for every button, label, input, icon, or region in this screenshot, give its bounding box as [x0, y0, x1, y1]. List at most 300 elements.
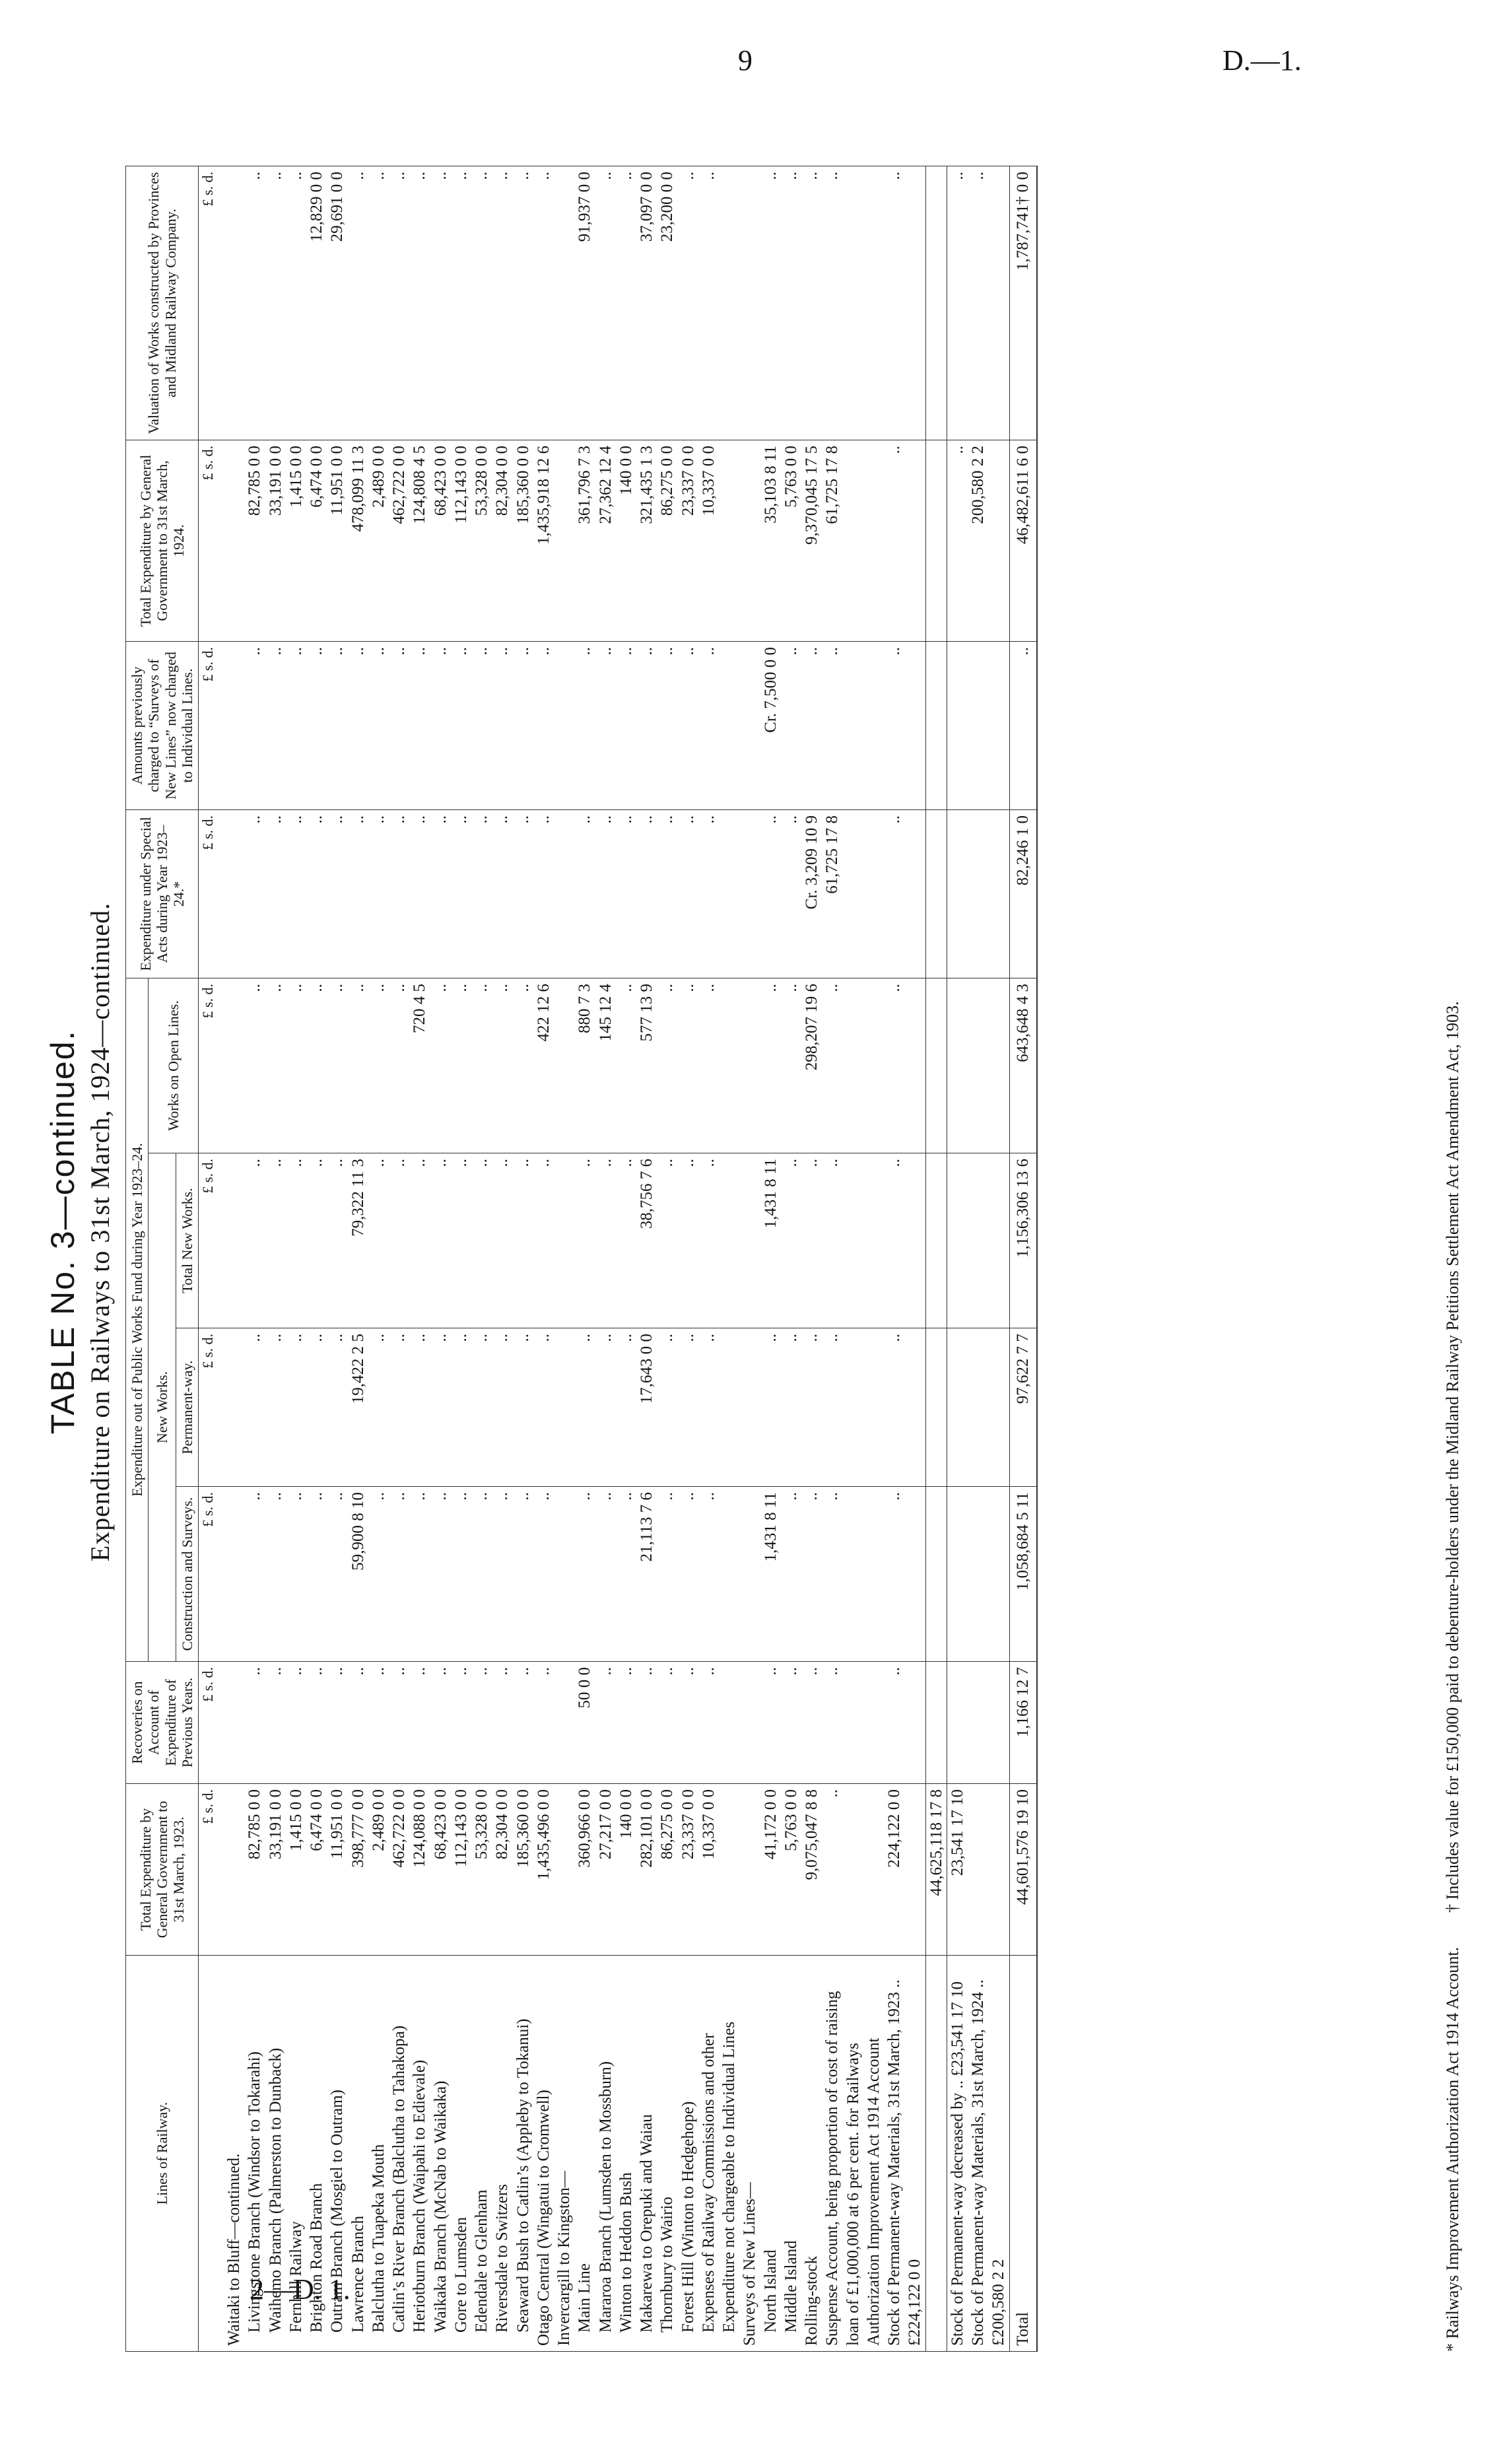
cell-c8: .. [306, 641, 327, 809]
cell-c2 [739, 1662, 760, 1784]
cell-c10 [218, 166, 244, 440]
cell-c7: .. [533, 809, 554, 978]
cell-c3: 1,058,684 5 11 [1009, 1487, 1037, 1662]
signature-mark: 2—D. 1. [250, 2273, 351, 2306]
cell-c9: 35,103 8 11 [760, 440, 781, 641]
cell-c7: .. [698, 809, 740, 978]
cell-c1: 360,966 0 0 [574, 1784, 595, 1956]
cell-c3: .. [471, 1487, 492, 1662]
cell-c3: .. [698, 1487, 740, 1662]
cell-c3: .. [265, 1487, 286, 1662]
cell-c4: .. [616, 1328, 636, 1487]
cell-c4: .. [492, 1328, 512, 1487]
cell-c1: 1,435,496 0 0 [533, 1784, 554, 1956]
cell-c1: 462,722 0 0 [389, 1784, 409, 1956]
cell-c2: .. [265, 1662, 286, 1784]
line-name: Main Line [574, 1956, 595, 2352]
cell-c1: 185,360 0 0 [513, 1784, 533, 1956]
cell-c5: .. [698, 1153, 740, 1328]
cell-c4: .. [822, 1328, 884, 1487]
cell-c1: 2,489 0 0 [368, 1784, 389, 1956]
line-name: Edendale to Glenham [471, 1956, 492, 2352]
cell-c6: .. [368, 978, 389, 1153]
cell-c4 [968, 1328, 1009, 1487]
cell-c8: .. [492, 641, 512, 809]
table-row [698, 166, 740, 2351]
col-lines: Lines of Railway. [126, 1956, 199, 2352]
cell-c7: 82,246 1 0 [1009, 809, 1037, 978]
cell-c5: 79,322 11 3 [348, 1153, 368, 1328]
cell-c5: .. [657, 1153, 677, 1328]
cell-c8: .. [533, 641, 554, 809]
cell-c3: .. [574, 1487, 595, 1662]
units-row [199, 166, 219, 2351]
cell-c9: 5,763 0 0 [781, 440, 801, 641]
table-row [616, 166, 636, 2351]
cell-c2: .. [781, 1662, 801, 1784]
cell-c9: 27,362 12 4 [595, 440, 616, 641]
cell-c7: .. [389, 809, 409, 978]
cell-c7: .. [781, 809, 801, 978]
table-row [471, 166, 492, 2351]
cell-c4: .. [389, 1328, 409, 1487]
cell-c9: 1,435,918 12 6 [533, 440, 554, 641]
cell-c4 [218, 1328, 244, 1487]
cell-c2: .. [451, 1662, 471, 1784]
cell-c6: .. [471, 978, 492, 1153]
cell-c8: .. [389, 641, 409, 809]
line-name: Suspense Account, being proportion of cost of raising loan of £1,000,000 at 6 per cent. for Railways Authorization Improvement Act 1914 Account [822, 1956, 884, 2352]
cell-c5: .. [389, 1153, 409, 1328]
cell-c9: .. [947, 440, 968, 641]
cell-c4: .. [678, 1328, 698, 1487]
cell-c6: 298,207 19 6 [801, 978, 822, 1153]
cell-c8: Cr. 7,500 0 0 [760, 641, 781, 809]
cell-c4: .. [265, 1328, 286, 1487]
col-open-lines: Works on Open Lines. [149, 978, 199, 1153]
cell-c7: .. [265, 809, 286, 978]
cell-c7: .. [884, 809, 925, 978]
cell-c2: .. [884, 1662, 925, 1784]
cell-c2: .. [698, 1662, 740, 1784]
table-row [244, 166, 265, 2351]
cell-c3 [925, 1487, 947, 1662]
cell-c1: 23,337 0 0 [678, 1784, 698, 1956]
cell-c1: 1,415 0 0 [286, 1784, 306, 1956]
cell-c2: .. [595, 1662, 616, 1784]
cell-c5: .. [451, 1153, 471, 1328]
cell-c1: 112,143 0 0 [451, 1784, 471, 1956]
cell-c7: .. [327, 809, 347, 978]
cell-c9 [554, 440, 574, 641]
cell-c8: .. [801, 641, 822, 809]
cell-c3: .. [781, 1487, 801, 1662]
cell-c10: .. [286, 166, 306, 440]
cell-c7: .. [348, 809, 368, 978]
cell-c1: 23,541 17 10 [947, 1784, 968, 1956]
cell-c8: .. [244, 641, 265, 809]
cell-c6: .. [389, 978, 409, 1153]
cell-c5: .. [265, 1153, 286, 1328]
col-total-new-works: Total New Works. [176, 1153, 198, 1328]
cell-c8: .. [430, 641, 451, 809]
cell-c8 [739, 641, 760, 809]
cell-c9: 6,474 0 0 [306, 440, 327, 641]
cell-c10: .. [409, 166, 430, 440]
line-name: Thornbury to Wairio [657, 1956, 677, 2352]
table-row [947, 166, 968, 2351]
cell-c5: .. [884, 1153, 925, 1328]
cell-c6 [739, 978, 760, 1153]
cell-c7: .. [451, 809, 471, 978]
page-number: 9 [738, 44, 752, 77]
table-row [533, 166, 554, 2351]
cell-c6: .. [678, 978, 698, 1153]
cell-c2 [218, 1662, 244, 1784]
cell-c4: .. [327, 1328, 347, 1487]
cell-c7: .. [616, 809, 636, 978]
line-name: Waikaka Branch (McNab to Waikaka) [430, 1956, 451, 2352]
cell-c3: .. [368, 1487, 389, 1662]
cell-c1: 68,423 0 0 [430, 1784, 451, 1956]
table-row [368, 166, 389, 2351]
cell-c9: 33,191 0 0 [265, 440, 286, 641]
cell-c5: .. [409, 1153, 430, 1328]
cell-c2: .. [389, 1662, 409, 1784]
cell-c9: 112,143 0 0 [451, 440, 471, 641]
cell-c4 [739, 1328, 760, 1487]
cell-c9: 185,360 0 0 [513, 440, 533, 641]
unit-label: £ s. d. [199, 166, 219, 440]
cell-c1: .. [822, 1784, 884, 1956]
cell-c3: .. [244, 1487, 265, 1662]
line-name: Stock of Permanent-way Materials, 31st March, 1924 .. £200,580 2 2 [968, 1956, 1009, 2352]
table-row [636, 166, 657, 2351]
cell-c6: .. [430, 978, 451, 1153]
cell-c3: .. [822, 1487, 884, 1662]
cell-c9 [218, 440, 244, 641]
cell-c9: 68,423 0 0 [430, 440, 451, 641]
cell-c4 [925, 1328, 947, 1487]
cell-c7: .. [244, 809, 265, 978]
cell-c3 [968, 1487, 1009, 1662]
cell-c8: .. [265, 641, 286, 809]
expenditure-table [125, 166, 1038, 2352]
footnote-star: * Railways Improvement Authorization Act 1914 Account. [1443, 1946, 1462, 2352]
cell-c10: 29,691 0 0 [327, 166, 347, 440]
col-valuation: Valuation of Works constructed by Provinces and Midland Railway Company. [126, 166, 199, 440]
cell-c5 [739, 1153, 760, 1328]
line-name: Waihemo Branch (Palmerston to Dunback) [265, 1956, 286, 2352]
cell-c2: .. [471, 1662, 492, 1784]
cell-c6 [925, 978, 947, 1153]
cell-c1: 82,304 0 0 [492, 1784, 512, 1956]
cell-c1: 53,328 0 0 [471, 1784, 492, 1956]
cell-c6: .. [657, 978, 677, 1153]
cell-c10: .. [698, 166, 740, 440]
line-name: Makarewa to Orepuki and Waiau [636, 1956, 657, 2352]
cell-c10: .. [430, 166, 451, 440]
cell-c9: 82,785 0 0 [244, 440, 265, 641]
cell-c7: 61,725 17 8 [822, 809, 884, 978]
table-row [760, 166, 781, 2351]
col-construction: Construction and Surveys. [176, 1487, 198, 1662]
table-row [1009, 166, 1037, 2351]
cell-c1: 398,777 0 0 [348, 1784, 368, 1956]
unit-label: £ s. d. [199, 440, 219, 641]
cell-c2: .. [306, 1662, 327, 1784]
cell-c5 [554, 1153, 574, 1328]
cell-c3: .. [327, 1487, 347, 1662]
cell-c4: .. [698, 1328, 740, 1487]
cell-c4: .. [574, 1328, 595, 1487]
table-row [451, 166, 471, 2351]
cell-c3: .. [492, 1487, 512, 1662]
line-name: Brighton Road Branch [306, 1956, 327, 2352]
cell-c3: .. [801, 1487, 822, 1662]
cell-c6: .. [492, 978, 512, 1153]
cell-c3: .. [306, 1487, 327, 1662]
cell-c4: .. [884, 1328, 925, 1487]
cell-c6: .. [244, 978, 265, 1153]
cell-c8: .. [327, 641, 347, 809]
cell-c7 [554, 809, 574, 978]
cell-c8: .. [471, 641, 492, 809]
cell-c3 [218, 1487, 244, 1662]
cell-c7: .. [430, 809, 451, 978]
line-name: Lawrence Branch [348, 1956, 368, 2352]
cell-c10: .. [348, 166, 368, 440]
line-name: Stock of Permanent-way Materials, 31st March, 1923 .. £224,122 0 0 [884, 1956, 925, 2352]
cell-c10 [925, 166, 947, 440]
cell-c1: 44,625,118 17 8 [925, 1784, 947, 1956]
cell-c6: .. [513, 978, 533, 1153]
cell-c6: .. [822, 978, 884, 1153]
cell-c3: .. [409, 1487, 430, 1662]
table-row [409, 166, 430, 2351]
cell-c7 [968, 809, 1009, 978]
cell-c1 [218, 1784, 244, 1956]
cell-c2: .. [678, 1662, 698, 1784]
cell-c1: 9,075,047 8 8 [801, 1784, 822, 1956]
cell-c10: .. [760, 166, 781, 440]
cell-c10: 91,937 0 0 [574, 166, 595, 440]
table-row [781, 166, 801, 2351]
cell-c4: 19,422 2 5 [348, 1328, 368, 1487]
cell-c6: .. [884, 978, 925, 1153]
cell-c2: .. [492, 1662, 512, 1784]
table-row [884, 166, 925, 2351]
cell-c7: .. [595, 809, 616, 978]
cell-c3: 21,113 7 6 [636, 1487, 657, 1662]
table-row [968, 166, 1009, 2351]
cell-c6: .. [286, 978, 306, 1153]
table-row [306, 166, 327, 2351]
line-name: Seaward Bush to Catlin’s (Appleby to Tokanui) [513, 1956, 533, 2352]
cell-c10: .. [822, 166, 884, 440]
line-name: Mararoa Branch (Lumsden to Mossburn) [595, 1956, 616, 2352]
cell-c1: 282,101 0 0 [636, 1784, 657, 1956]
cell-c8 [218, 641, 244, 809]
table-row [218, 166, 244, 2351]
cell-c4: .. [451, 1328, 471, 1487]
cell-c6: 577 13 9 [636, 978, 657, 1153]
table-row [430, 166, 451, 2351]
cell-c5: .. [513, 1153, 533, 1328]
line-name: Expenses of Railway Commissions and other Expenditure not chargeable to Individual Lines [698, 1956, 740, 2352]
cell-c7: .. [492, 809, 512, 978]
line-name: Balclutha to Tuapeka Mouth [368, 1956, 389, 2352]
cell-c3: .. [884, 1487, 925, 1662]
unit-label: £ s. d. [199, 1784, 219, 1956]
cell-c6: .. [327, 978, 347, 1153]
unit-label: £ s. d. [199, 978, 219, 1153]
cell-c10: .. [947, 166, 968, 440]
cell-c1: 41,172 0 0 [760, 1784, 781, 1956]
cell-c9: 140 0 0 [616, 440, 636, 641]
cell-c7: .. [513, 809, 533, 978]
cell-c2: .. [513, 1662, 533, 1784]
cell-c10: .. [801, 166, 822, 440]
cell-c3 [554, 1487, 574, 1662]
cell-c2: 1,166 12 7 [1009, 1662, 1037, 1784]
cell-c6 [947, 978, 968, 1153]
cell-c9: 23,337 0 0 [678, 440, 698, 641]
cell-c7 [218, 809, 244, 978]
cell-c3: .. [595, 1487, 616, 1662]
document-code: D.—1. [1222, 44, 1302, 77]
cell-c1 [968, 1784, 1009, 1956]
cell-c4: .. [430, 1328, 451, 1487]
cell-c7: .. [471, 809, 492, 978]
cell-c9: 53,328 0 0 [471, 440, 492, 641]
cell-c3 [739, 1487, 760, 1662]
table-row [327, 166, 347, 2351]
cell-c7: .. [306, 809, 327, 978]
cell-c8 [925, 641, 947, 809]
line-name: Invercargill to Kingston— [554, 1956, 574, 2352]
cell-c8 [968, 641, 1009, 809]
cell-c3: .. [430, 1487, 451, 1662]
footnotes [1443, 1001, 1463, 2352]
cell-c5: .. [616, 1153, 636, 1328]
cell-c7 [947, 809, 968, 978]
cell-c2: .. [368, 1662, 389, 1784]
cell-c7: .. [760, 809, 781, 978]
col-previous-surveys: Amounts previously charged to “Surveys of New Lines” now charged to Individual Lines. [126, 641, 199, 809]
cell-c5 [968, 1153, 1009, 1328]
line-name: Livingstone Branch (Windsor to Tokarahi) [244, 1956, 265, 2352]
cell-c9: .. [884, 440, 925, 641]
cell-c7: .. [636, 809, 657, 978]
cell-c7 [925, 809, 947, 978]
cell-c1: 82,785 0 0 [244, 1784, 265, 1956]
cell-c3: .. [616, 1487, 636, 1662]
cell-c4: .. [368, 1328, 389, 1487]
col-total-1924: Total Expenditure by General Government to 31st March, 1924. [126, 440, 199, 641]
cell-c9: 478,099 11 3 [348, 440, 368, 641]
col-total-1923: Total Expenditure by General Government to 31st March, 1923. [126, 1784, 199, 1956]
cell-c4: .. [513, 1328, 533, 1487]
cell-c5: .. [822, 1153, 884, 1328]
cell-c2: .. [286, 1662, 306, 1784]
table-row [739, 166, 760, 2351]
table-row [389, 166, 409, 2351]
cell-c10 [554, 166, 574, 440]
cell-c4: .. [306, 1328, 327, 1487]
cell-c9: 61,725 17 8 [822, 440, 884, 641]
cell-c3: .. [533, 1487, 554, 1662]
cell-c2: .. [616, 1662, 636, 1784]
cell-c1: 224,122 0 0 [884, 1784, 925, 1956]
cell-c2: .. [760, 1662, 781, 1784]
cell-c1: 44,601,576 19 10 [1009, 1784, 1037, 1956]
cell-c5: .. [595, 1153, 616, 1328]
cell-c6: 720 4 5 [409, 978, 430, 1153]
line-name: Fernhill Railway [286, 1956, 306, 2352]
cell-c5 [218, 1153, 244, 1328]
table-row [925, 166, 947, 2351]
cell-c9: 361,796 7 3 [574, 440, 595, 641]
cell-c1: 140 0 0 [616, 1784, 636, 1956]
table-row [822, 166, 884, 2351]
table-row [554, 166, 574, 2351]
cell-c4 [947, 1328, 968, 1487]
cell-c10: 1,787,741† 0 0 [1009, 166, 1037, 440]
table-row [657, 166, 677, 2351]
table-row [595, 166, 616, 2351]
line-name: Outram Branch (Mosgiel to Outram) [327, 1956, 347, 2352]
cell-c8: .. [636, 641, 657, 809]
cell-c2: .. [657, 1662, 677, 1784]
cell-c5: .. [286, 1153, 306, 1328]
cell-c8: .. [348, 641, 368, 809]
cell-c6: 422 12 6 [533, 978, 554, 1153]
cell-c6: .. [451, 978, 471, 1153]
cell-c5: .. [801, 1153, 822, 1328]
cell-c7: .. [574, 809, 595, 978]
cell-c1: 27,217 0 0 [595, 1784, 616, 1956]
cell-c10: .. [595, 166, 616, 440]
cell-c2: .. [348, 1662, 368, 1784]
cell-c9: 462,722 0 0 [389, 440, 409, 641]
cell-c3: 59,900 8 10 [348, 1487, 368, 1662]
cell-c3: .. [657, 1487, 677, 1662]
cell-c5: .. [244, 1153, 265, 1328]
cell-c10: .. [678, 166, 698, 440]
footnote-dagger: † Includes value for £150,000 paid to debenture-holders under the Midland Railway Petitions Settlement Act Amendment Act, 1903. [1443, 1001, 1462, 1913]
cell-c4: 17,643 0 0 [636, 1328, 657, 1487]
cell-c10: .. [492, 166, 512, 440]
cell-c8: .. [409, 641, 430, 809]
table-subtitle: Expenditure on Railways to 31st March, 1924—continued. [85, 902, 115, 1562]
cell-c9: 82,304 0 0 [492, 440, 512, 641]
line-name: Otago Central (Wingatui to Cromwell) [533, 1956, 554, 2352]
cell-c5: .. [306, 1153, 327, 1328]
line-name: Gore to Lumsden [451, 1956, 471, 2352]
cell-c6 [218, 978, 244, 1153]
cell-c6: 145 12 4 [595, 978, 616, 1153]
table-body [199, 166, 1037, 2351]
cell-c6: .. [348, 978, 368, 1153]
cell-c5: .. [533, 1153, 554, 1328]
cell-c7 [739, 809, 760, 978]
cell-c2: .. [822, 1662, 884, 1784]
cell-c3: .. [389, 1487, 409, 1662]
cell-c10: 12,829 0 0 [306, 166, 327, 440]
line-name: Riversdale to Switzers [492, 1956, 512, 2352]
table-row [513, 166, 533, 2351]
